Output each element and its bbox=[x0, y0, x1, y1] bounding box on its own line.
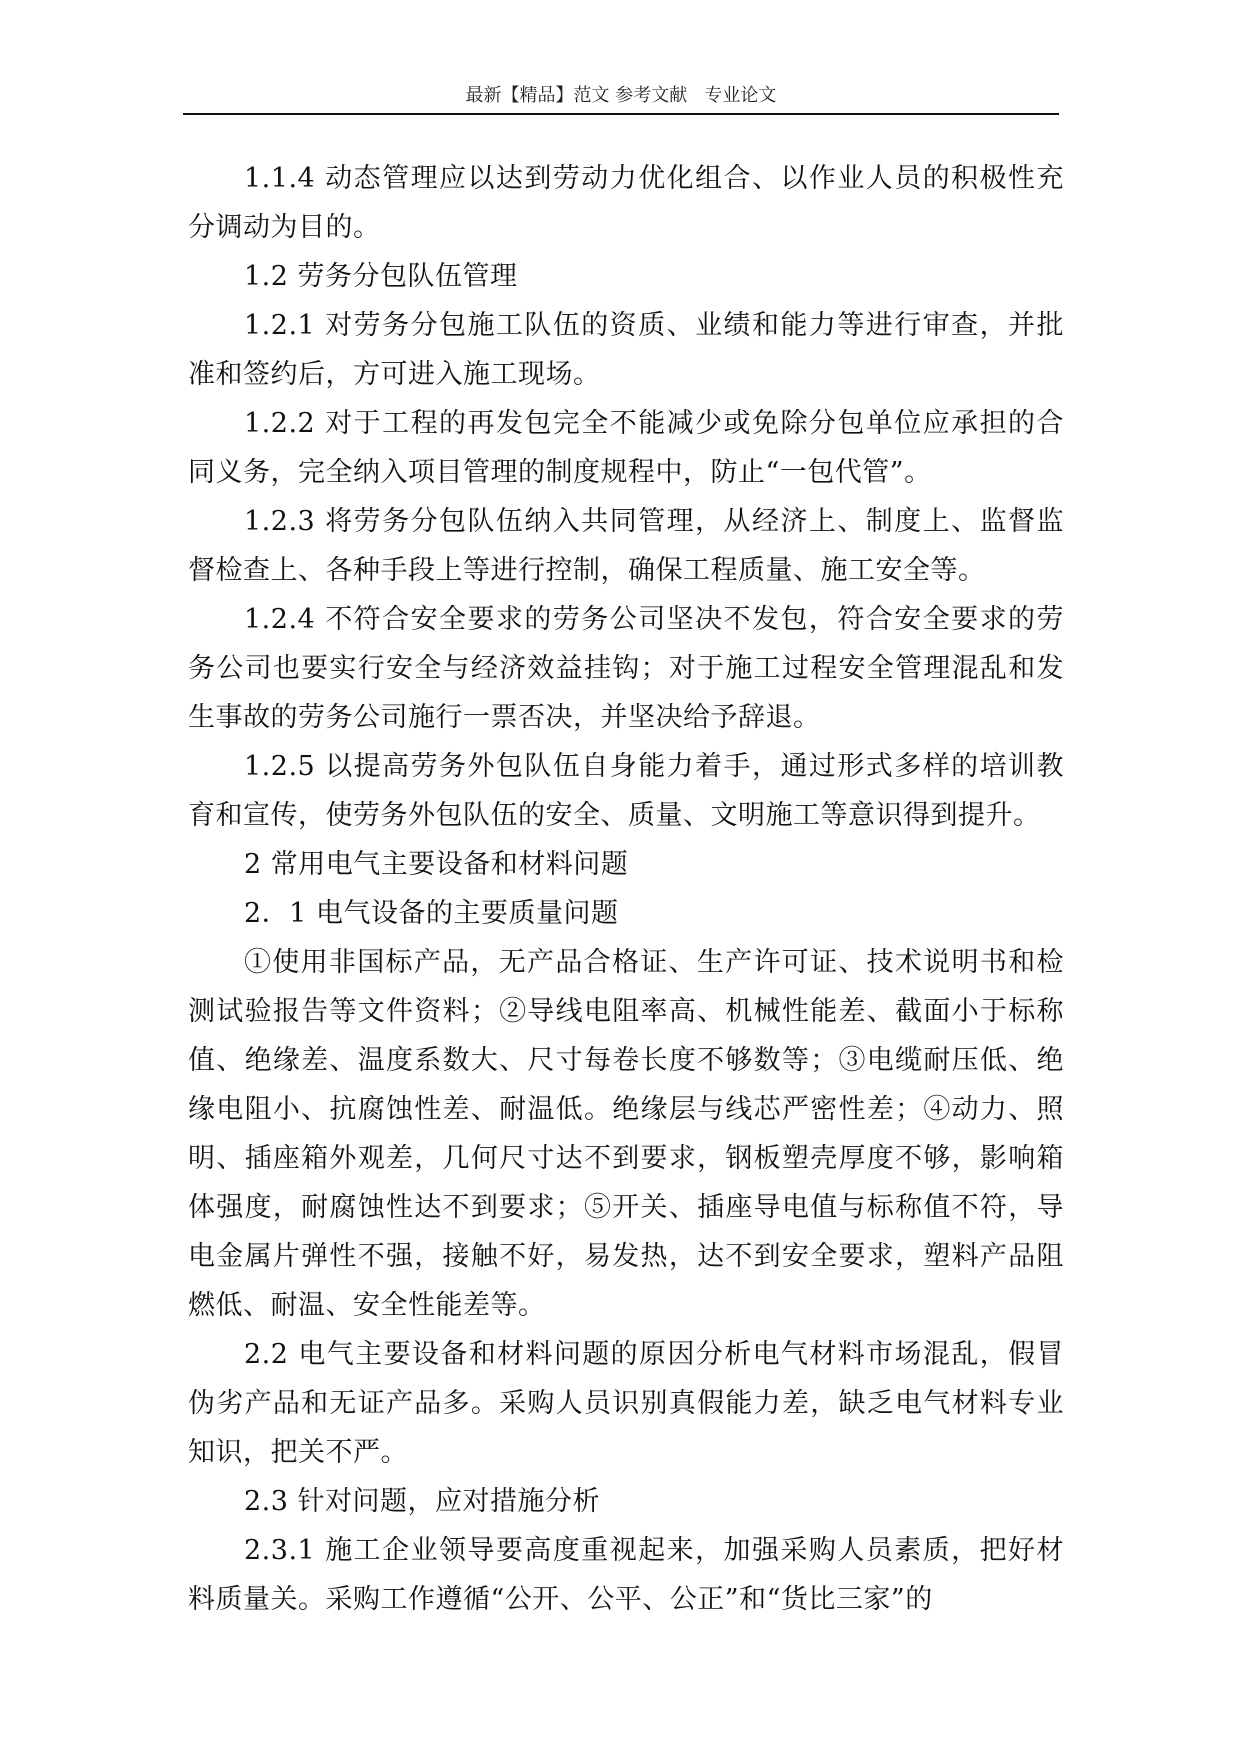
paragraph: 1.2.3 将劳务分包队伍纳入共同管理，从经济上、制度上、监督监督检查上、各种手段上等进行控制，确保工程质量、施工安全等。 bbox=[188, 506, 1064, 586]
section-heading: 2.3 针对问题，应对措施分析 bbox=[244, 1486, 601, 1517]
section-heading: 1.2 劳务分包队伍管理 bbox=[244, 261, 518, 292]
paragraph: 1.2.2 对于工程的再发包完全不能减少或免除分包单位应承担的合同义务，完全纳入项目管理的制度规程中，防止“一包代管”。 bbox=[188, 408, 1064, 488]
paragraph: 1.1.4 动态管理应以达到劳动力优化组合、以作业人员的积极性充分调动为目的。 bbox=[188, 163, 1064, 243]
paragraph: 1.2.5 以提高劳务外包队伍自身能力着手，通过形式多样的培训教育和宣传，使劳务外包队伍的安全、质量、文明施工等意识得到提升。 bbox=[188, 751, 1064, 831]
paragraph: 2.3.1 施工企业领导要高度重视起来，加强采购人员素质，把好材料质量关。采购工作遵循“公开、公平、公正”和“货比三家”的 bbox=[188, 1535, 1064, 1615]
paragraph: 1.2.4 不符合安全要求的劳务公司坚决不发包，符合安全要求的劳务公司也要实行安全与经济效益挂钩；对于施工过程安全管理混乱和发生事故的劳务公司施行一票否决，并坚决给予辞退。 bbox=[188, 604, 1064, 733]
section-heading: 2 常用电气主要设备和材料问题 bbox=[244, 849, 629, 880]
page-header: 最新【精品】范文 参考文献 专业论文 bbox=[465, 85, 777, 106]
paragraph: 2.2 电气主要设备和材料问题的原因分析电气材料市场混乱，假冒伪劣产品和无证产品多。采购人员识别真假能力差，缺乏电气材料专业知识，把关不严。 bbox=[188, 1339, 1064, 1468]
section-heading: 2．1 电气设备的主要质量问题 bbox=[244, 898, 619, 929]
paragraph: 1.2.1 对劳务分包施工队伍的资质、业绩和能力等进行审查，并批准和签约后，方可进入施工现场。 bbox=[188, 310, 1064, 390]
paragraph: ①使用非国标产品，无产品合格证、生产许可证、技术说明书和检测试验报告等文件资料；②导线电阻率高、机械性能差、截面小于标称值、绝缘差、温度系数大、尺寸每卷长度不够数等；③电缆耐压低、绝缘电阻小、抗腐蚀性差、耐温低。绝缘层与线芯严密性差；④动力、照明、插座箱外观差，几何尺寸达不到要求，钢板塑壳厚度不够，影响箱体强度，耐腐蚀性达不到要求；⑤开关、插座导电值与标称值不符，导电金属片弹性不强，接触不好，易发热，达不到安全要求，塑料产品阻燃低、耐温、安全性能差等。 bbox=[188, 947, 1064, 1321]
document-body bbox=[188, 154, 1064, 1624]
header-divider bbox=[183, 113, 1059, 115]
